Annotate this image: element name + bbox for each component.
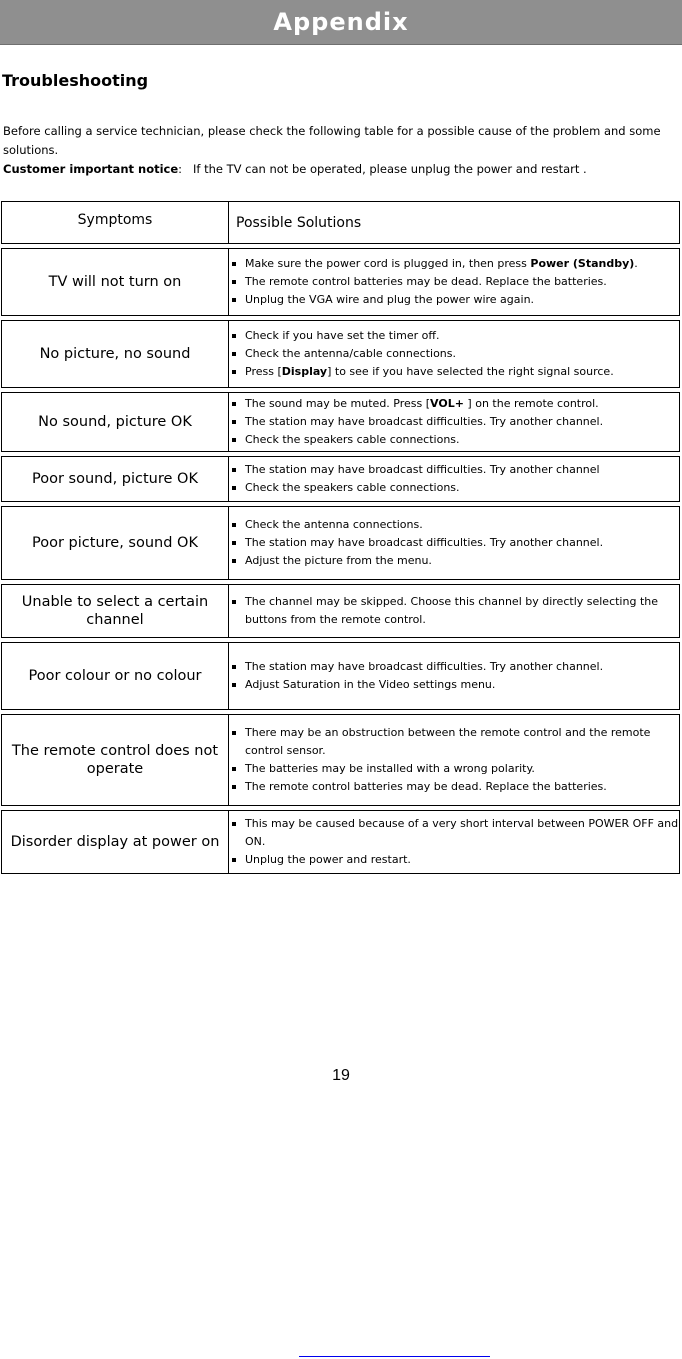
table-header-row (2, 202, 680, 244)
solutions-list (229, 516, 679, 570)
solution-text-pre: The station may have broadcast difficulties. Try another channel (245, 463, 600, 476)
symptom-cell: TV will not turn on (2, 249, 229, 316)
solution-item (229, 760, 679, 778)
solution-item (229, 778, 679, 796)
solutions-list (229, 724, 679, 796)
solution-text-bold: Display (281, 365, 328, 378)
solutions-list (229, 461, 679, 497)
solutions-list (229, 593, 679, 629)
solution-text-pre: Check the antenna connections. (245, 518, 423, 531)
solutions-list (229, 255, 679, 309)
solution-text-pre: Check the antenna/cable connections. (245, 347, 456, 360)
table-body (2, 244, 680, 874)
table-row (2, 393, 680, 452)
solution-text-pre: Check the speakers cable connections. (245, 481, 460, 494)
solution-text-pre: Unplug the VGA wire and plug the power wire again. (245, 293, 535, 306)
solutions-cell (229, 457, 680, 502)
solution-item (229, 516, 679, 534)
solution-item (229, 255, 679, 273)
notice-separator: : (178, 162, 183, 176)
intro-paragraph (3, 122, 679, 179)
solution-text-pre: The sound may be muted. Press [ (245, 397, 431, 410)
table-row (2, 457, 680, 502)
solutions-cell (229, 643, 680, 710)
solution-item (229, 851, 679, 869)
solution-item (229, 413, 679, 431)
solutions-cell (229, 811, 680, 874)
solution-item (229, 593, 679, 629)
solution-text-pre: Check if you have set the timer off. (245, 329, 440, 342)
page-number: 19 (332, 1067, 350, 1084)
notice-text: If the TV can not be operated, please unplug the power and restart . (193, 162, 587, 176)
appendix-banner (0, 0, 682, 45)
solution-text-pre: The remote control batteries may be dead. Replace the batteries. (245, 780, 607, 793)
footer-link-underline[interactable] (299, 1356, 490, 1357)
solution-text-bold: VOL+ (430, 397, 464, 410)
solution-text-pre: Unplug the power and restart. (245, 853, 411, 866)
symptoms-header: Symptoms (2, 202, 229, 244)
solution-text-pre: The remote control batteries may be dead. Replace the batteries. (245, 275, 607, 288)
solution-item (229, 552, 679, 570)
solutions-list (229, 327, 679, 381)
solution-text-pre: Check the speakers cable connections. (245, 433, 460, 446)
solution-item (229, 658, 679, 676)
solutions-list (229, 658, 679, 694)
symptom-cell: The remote control does not operate (2, 715, 229, 806)
solutions-cell (229, 393, 680, 452)
table-row (2, 585, 680, 638)
table-row (2, 715, 680, 806)
symptom-cell: Poor sound, picture OK (2, 457, 229, 502)
solution-text-pre: Adjust the picture from the menu. (245, 554, 432, 567)
solution-text-pre: The station may have broadcast difficulties. Try another channel. (245, 536, 604, 549)
solution-item (229, 534, 679, 552)
intro-text: Before calling a service technician, please check the following table for a possible cause of the problem and some solutions. (3, 124, 661, 157)
solutions-cell (229, 321, 680, 388)
solutions-list (229, 395, 679, 449)
solution-item (229, 461, 679, 479)
solution-text-pre: Adjust Saturation in the Video settings menu. (245, 678, 496, 691)
solution-text-pre: There may be an obstruction between the remote control and the remote control sensor. (245, 726, 651, 757)
solutions-cell (229, 249, 680, 316)
solution-text-pre: This may be caused because of a very short interval between POWER OFF and ON. (245, 817, 679, 848)
symptom-cell: No picture, no sound (2, 321, 229, 388)
solution-text-bold: Power (Standby) (530, 257, 635, 270)
solution-text-pre: Make sure the power cord is plugged in, then press (245, 257, 531, 270)
solution-item (229, 291, 679, 309)
solution-item (229, 431, 679, 449)
symptom-cell: Poor picture, sound OK (2, 507, 229, 580)
page-title: Appendix (273, 8, 409, 36)
section-title: Troubleshooting (2, 71, 149, 90)
solutions-list (229, 815, 679, 869)
solutions-cell (229, 585, 680, 638)
solution-item (229, 327, 679, 345)
solution-text-pre: The batteries may be installed with a wrong polarity. (245, 762, 535, 775)
table-row (2, 811, 680, 874)
solutions-cell (229, 715, 680, 806)
table-row (2, 249, 680, 316)
customer-notice (3, 160, 679, 179)
solutions-cell (229, 507, 680, 580)
solution-item (229, 676, 679, 694)
solution-item (229, 724, 679, 760)
table-row (2, 507, 680, 580)
notice-label: Customer important notice (3, 162, 179, 176)
solution-item (229, 815, 679, 851)
solution-item (229, 273, 679, 291)
solution-text-post: ] on the remote control. (463, 397, 599, 410)
symptom-cell: No sound, picture OK (2, 393, 229, 452)
solution-text-pre: The channel may be skipped. Choose this channel by directly selecting the buttons from the remote control. (245, 595, 658, 626)
solution-item (229, 479, 679, 497)
solution-text-pre: Press [ (245, 365, 282, 378)
solution-text-pre: The station may have broadcast difficulties. Try another channel. (245, 660, 604, 673)
table-row (2, 643, 680, 710)
troubleshooting-table (1, 201, 680, 874)
solution-item (229, 345, 679, 363)
symptom-cell: Unable to select a certain channel (2, 585, 229, 638)
solution-text-pre: The station may have broadcast difficulties. Try another channel. (245, 415, 604, 428)
symptom-cell: Disorder display at power on (2, 811, 229, 874)
solution-item (229, 363, 679, 381)
symptom-cell: Poor colour or no colour (2, 643, 229, 710)
solution-item (229, 395, 679, 413)
table-row (2, 321, 680, 388)
solution-text-post: . (634, 257, 638, 270)
solution-text-post: ] to see if you have selected the right signal source. (327, 365, 614, 378)
solutions-header: Possible Solutions (229, 202, 680, 244)
